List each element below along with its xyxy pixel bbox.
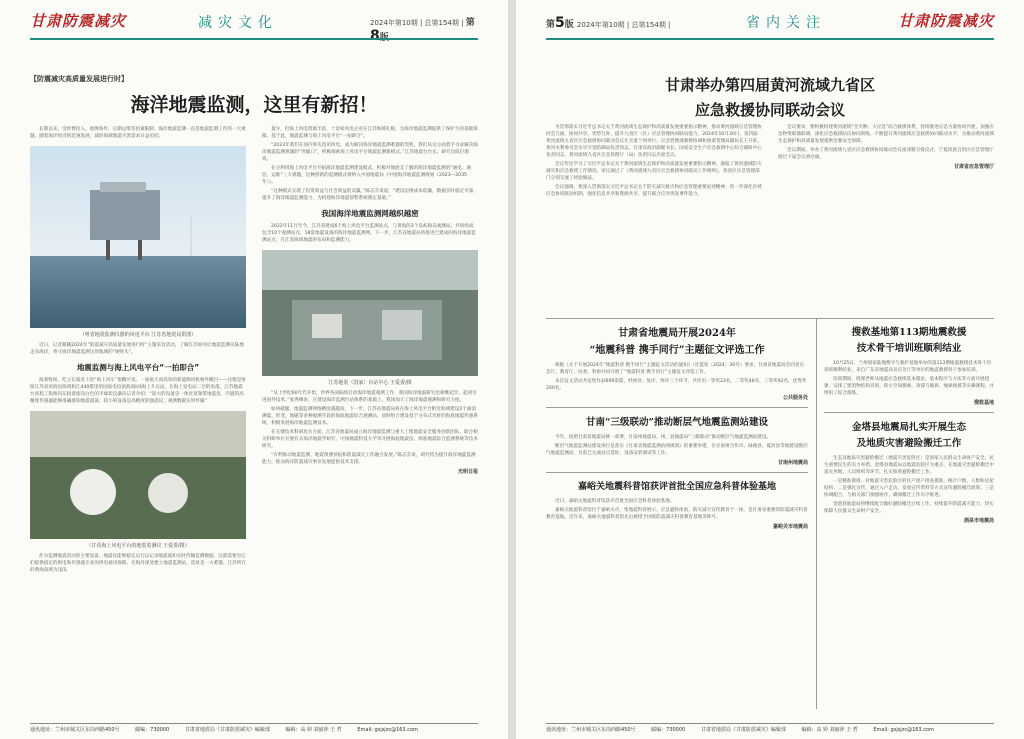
col2-paragraph-1: “2023年我们在国内率先选用风电，成为解决海洋地震监测难题的契机，我们从这方面着手寻求解决海洋地震监测难题的“突破口”，积极探索海上风电平台地震监测新模式。”江苏地震台台长、研究员陈巨源说。 <box>262 143 478 162</box>
col2-paragraph-2: 在分利用海上风电平台开拓海洋地震监测建设模式，积极对地展支了解的海洋地震监测的“通电、通信、运维”三大难题，这种创新的监测模式被纳入中国地震局《中国海洋地震监测规划（2023—2035年）》。 <box>262 166 471 185</box>
left-page-number: 第8版 <box>370 18 475 44</box>
right-section-name: 省内关注 <box>746 15 826 31</box>
right-footer-postcode: 邮编：730000 <box>651 727 686 733</box>
story4-paragraph-1: 10月25日，兰州国家陆地搜寻与救护基地举办的第113期地震救援技术骨干培训班顺利结业，来自广东省地震局及应急厅等单位的地震救援骨干参加培训。 <box>824 361 992 373</box>
story1-title-line1: 甘肃省地震局开展2024年 <box>618 328 736 339</box>
story4-title-line1: 搜救基地第113期地震救援 <box>851 327 967 338</box>
story1-paragraph-1: 根据《关于开展2024年“地震科普 携手同行”主题征文活动的通知》（甘震发〔2024〕30号）要求，甘肃省地震局会同省应急厅、教育厅、民委、科协共同开展了“地震科普 携手同行”主题征文评选工作。 <box>546 363 805 375</box>
photo3-caption: 江苏地震（国家）台站中心 王爱委/摄 <box>328 380 412 386</box>
story3-source: 嘉峪关市地震局 <box>772 524 808 530</box>
offshore-photo <box>30 146 246 328</box>
col2-paragraph-3: “这种模式实现了投资效益与社会效益的双赢。”陈志芬说道，“建设运维成本低廉，数据实时稳定可靠，提升了海洋地震监测能力，为构建海洋地震预警系统奠定基础。” <box>262 189 478 201</box>
left-issue-text: 2024年第10期 | 总第154期 | <box>370 19 464 27</box>
right-footer-editorial: 甘肃省地震局《甘肃防震减灾》编辑部 <box>700 727 786 733</box>
left-column-1 <box>30 126 246 706</box>
main-headline: 海洋地震监测，这里有新招！ <box>130 94 378 116</box>
left-masthead-rule <box>30 38 478 40</box>
right-masthead <box>546 6 994 58</box>
right-issue-info <box>546 15 670 31</box>
photo1-paragraph: 近日，记者跟随2024年“防震减灾高质量发展进行时”主题采访活动，了解江苏如何让地震监测从陆地走向海洋，将守海洋地震监测这块地域的“硬骨头”。 <box>30 343 244 355</box>
story5-paragraph-2: 一是精准摸排，对地震灾害危险区的住户逐户排查摸底，统计户数、人数和房屋结构；二是强化宣传，通过入户走访、发放宣传资料等方式宣传避险搬迁政策；三是协调配合，与相关部门加强协作，确保搬迁工作有序推进。 <box>824 479 994 498</box>
right-brand-logo: 甘肃防震减灾 <box>897 12 994 30</box>
story2-title: 甘南“三级联动”推动断层气地震监测站建设 <box>586 417 768 428</box>
stories-left-column <box>546 324 808 706</box>
right-footer-email[interactable]: Email: gsjsjzc@163.com <box>873 727 934 733</box>
right-footer <box>546 723 994 733</box>
seismometer-photo <box>30 411 246 539</box>
story2-paragraph-2: 断层气地震监测站建设项目是落实《甘肃省地震监测站网规划》的重要举措，在甘南州合作市、碌曲县、夏河县等地建设断层气地震监测站，目前已完成站点选址、设备安装调试等工作。 <box>546 444 808 456</box>
left-brand-logo: 甘肃防震减灾 <box>30 12 127 30</box>
col2-top-paragraph: 量少，但海上风电资源丰富，十余家风电企业在江苏海域扎根，为海洋地震监测提供了保护力的基础保障。基于此，地震监测与海上风电平台“一拍即合”。 <box>262 127 478 139</box>
lead-paragraph-5: 会议期间，举办了黄河流域九省区应急救援协同联动会议座谈暨交接仪式，宁夏回族自治区应急管理厅接过下届会议承办旗。 <box>778 148 994 160</box>
col2-paragraph-6: 如何破题，地震监测网络精度越越高。下一步，江苏省地震局将在海上风电平台附近海域建设2个涌浪测震、形变、地磁等多种观测手段的海底地震综合观测站，同时组合建设基于分布式光纤的海底地震传感系统，积极发展海洋地震监测技术。 <box>262 407 478 426</box>
col2-paragraph-5: “从上世纪60年代开始，世界各国陆续启动海洋地震观测工作，我国海洋地震研究也相继起步，起初引进国外技术。”张秀峰说，在建设海洋监测台站体系的基础上，我国加大了海洋地震观测和研究力度。 <box>262 391 477 403</box>
story1-title-line2: “地震科普 携手同行”主题征文评选工作 <box>589 345 765 356</box>
photo1-caption: （粤省地震监测仪器的风电平台 江苏省地震局供图） <box>79 332 197 338</box>
left-masthead <box>30 6 478 58</box>
lead-headline-line2: 应急救援协同联动会议 <box>694 101 845 119</box>
lead-headline-line1: 甘肃举办第四届黄河流域九省区 <box>664 76 875 94</box>
lead-column-1 <box>546 124 762 314</box>
lead-headline-block <box>546 74 994 120</box>
column-divider <box>816 318 817 709</box>
photo2-paragraph: 作为监测地震活动的主要设备，地震仪能够稳定运行以记录地震波和实时传输监测数据。这就需要为它们提供稳定的供电和传感器专业的供电通讯保障。在海洋深处建立地震监测站，选址是一大难题。江苏所在的黄海南域为浅浅 <box>30 554 246 573</box>
subheading-1: 地震监测与海上风电平台“一拍即合” <box>76 363 200 372</box>
story5-title-line1: 金塔县地震局扎实开展生态 <box>851 422 966 433</box>
story4-title-line2: 技术骨干培训班顺利结业 <box>856 343 962 354</box>
left-footer <box>30 723 478 733</box>
right-footer-editors: 编辑：高 婷 刘丽萍 王 哲 <box>801 727 858 733</box>
left-page <box>0 0 508 739</box>
left-source: 光明日报 <box>457 469 478 475</box>
story3-title: 嘉峪关地震科普馆获评首批全国应急科普体验基地 <box>577 482 776 492</box>
lead-paragraph-3: 会议强调，要深入贯彻落实习近平总书记关于防灾减灾救灾和应急管理重要论述精神，进一步深化区域应急协同联动机制，强化信息共享和资源共享，提升联合应对突发事件能力。 <box>546 185 762 197</box>
story5-source: 酒泉市地震局 <box>963 518 994 524</box>
right-masthead-rule <box>546 38 994 40</box>
story4-paragraph-2: 培训期间，授课老师从地震应急救援基本理论、基本程序与方法等方面开展授课，安排了建筑物结构识别、狭小空间搜索、顶撑与破拆、绳索救援等实操课程，并组织了综合演练。 <box>824 377 994 396</box>
right-page <box>516 0 1024 739</box>
left-footer-editorial: 甘肃省地震局《甘肃防震减灾》编辑部 <box>184 727 270 733</box>
lead-paragraph-1: 为贯彻落实习近平总书记关于黄河流域生态保护和高质量发展重要指示精神，推动黄河流域应急管理协同会互通，协同共享，优势互补，提升九省区（区）应急管理协同联动能力，2024年10月30日，第四届黄河流域九省区应急救援协同联动会议在甘肃兰州举行。应急管理部救援协调和预案管理局副局长王开旺、黄河水利委员会水旱灾害防御局负责同志，甘肃省政府副秘书长、国家安全生产应急救援中心综合调研中心负责同志，黄河流域九省区应急管理厅（局）负责同志出席会议。 <box>546 125 762 158</box>
right-footer-address: 通讯地址：兰州市城关区东岗西路450号 <box>546 727 636 733</box>
intro-paragraph: 长期以来，受经费投入、观测条件、后期运维等因素限制，海洋地震监测一直是地震监测工作的一大难题。随着海洋经济的迅速发展，减轻海域地震灾害需求日益迫切。 <box>30 127 246 139</box>
left-headline-block <box>30 74 478 124</box>
story3-paragraph-2: 嘉峪关地震科普馆位于嘉峪关市，集地震科普展示、应急避险体验、防灾减灾宣传教育于一体，是甘肃省重要的防震减灾科普教育基地。近年来，嘉峪关地震科普馆先后被授予国家防震减灾科普教育基地等称号。 <box>546 508 808 520</box>
story4-source: 搜救基地 <box>973 400 994 406</box>
lead-source: 甘肃省应急管理厅 <box>953 164 994 170</box>
lead-divider <box>546 318 994 319</box>
story1-source: 公共服务处 <box>782 395 808 401</box>
lead-column-2 <box>778 124 994 314</box>
story5-paragraph-3: 金塔县地震局将继续配合做好避险搬迁后续工作，持续提升防震减灾能力，切实保障人民群众生命财产安全。 <box>824 502 994 514</box>
left-section-name: 减灾文化 <box>198 15 278 31</box>
col2-paragraph-8: “有利推动地震监测、地震预测预报和防震减灾工作融合发展。”陈志芬说，研究将为提升海洋地震监测能力，推动海洋防震减灾事业发展提供技术支撑。 <box>262 453 476 465</box>
story1-paragraph-2: 本次征文活动共征集作品600余篇，经初评、复评、终评三个环节，共评出一等奖23名，二等奖46名，三等奖92名，优秀奖200名。 <box>546 379 807 391</box>
story3-paragraph-1: 近日，嘉峪关地震科普馆获评首批全国应急科普体验基地。 <box>555 499 675 504</box>
lead-paragraph-4: 会议要求，要积极构建黄河流域“全灾种、大应急”综合救援体系，持续推进应急力量协同共建，加强应急物资联储联调，深化应急救援队伍协同训练，不断提升黄河流域应急救援协同联动水平，为推动黄河流域生态保护和高质量发展提供坚强安全保障。 <box>778 125 994 144</box>
story2-source: 甘南州地震局 <box>777 460 808 466</box>
column-tag: 【防震减灾高质量发展进行时】 <box>30 75 128 83</box>
lead-paragraph-2: 会议传达学习了习近平总书记关于黄河流域生态保护和高质量发展重要指示精神，通报了黄河流域防灾减灾和应急救援工作情况，审议通过了《黄河流域九省区应急救援协同联动工作规则》，各省区应急管理部门分别交流了经验做法。 <box>546 162 762 181</box>
left-footer-editors: 编辑：高 婷 刘丽萍 王 哲 <box>285 727 342 733</box>
left-footer-email[interactable]: Email: gsjsjzc@163.com <box>357 727 418 733</box>
gutter <box>508 0 516 739</box>
right-page-number: 第5版 <box>546 15 574 31</box>
story2-paragraph-1: 今年，按照甘肃省地震局统一部署，甘南州地震局、州、县地震局“三级联动”推动断层气地震监测站建设。 <box>555 435 772 440</box>
photo2-caption: （甘孜海上风电平台的地震监测仪 王爱委/摄） <box>86 543 190 549</box>
story5-title-line2: 及地质灾害避险搬迁工作 <box>856 438 962 449</box>
story5-paragraph-1: 生态及地质灾害避险搬迁（地震灾害危险区）是国家人民群众生命财产安全、民生重要民生的有力举措。金塔县地震局以地震危险区为重点，在地震灾害避险搬迁中落实用地、人员组织等环节，扎实推进避险搬迁工作。 <box>824 456 994 475</box>
subheading-1-paragraph: 海葵牧场，吃立在波涛上的“海上风车”很醒可见。一座座大而高耸的新能源风机格外醒目——这便是射阳江苏省滨海县海域和江440塔里的国家电投滨海南H3海上升压站。在海上发电站二层的角落，江苏地震台高程工程师向东指着面向白色的半球状仪器向记者介绍：“较大的设备是一体化宽频带地震仪，内置的高精度传感器能够准确感知地震震荡；较小的设备是高精度的强震仪。观测数据实时传输” <box>30 378 246 404</box>
left-footer-address: 通讯地址：兰州市城关区东岗西路450号 <box>30 727 120 733</box>
col2-paragraph-7: 在关键技术科研攻关方面，江苏省地震局成立海洋地震监测与重大工程地震安全服务创新团队，联合相关科研单位开展有关海洋地震学研究，中国地震科技大学等开展海底地震仪、海底地震综合监测系统等技术研究。 <box>262 430 478 449</box>
right-issue-text: 2024年第10期 | 总第154期 | <box>576 21 671 29</box>
left-column-2 <box>262 126 478 706</box>
col2-paragraph-4: 2022年11月至今，江苏省建成6个海上风电平台监测站点，与黄海的3个岛屿海岛观测站，共同组成包含10个观测站点，18套地震设备的海洋地震监测网。下一步，江苏省地震局将推进已建成的海洋地震监测站点，在江苏海域地震的布局和监测能力。 <box>262 224 476 243</box>
station-photo <box>262 250 478 376</box>
left-footer-postcode: 邮编：730000 <box>135 727 170 733</box>
stories-right-column <box>824 324 994 706</box>
subheading-2: 我国海洋地震监测网越织越密 <box>321 209 419 218</box>
